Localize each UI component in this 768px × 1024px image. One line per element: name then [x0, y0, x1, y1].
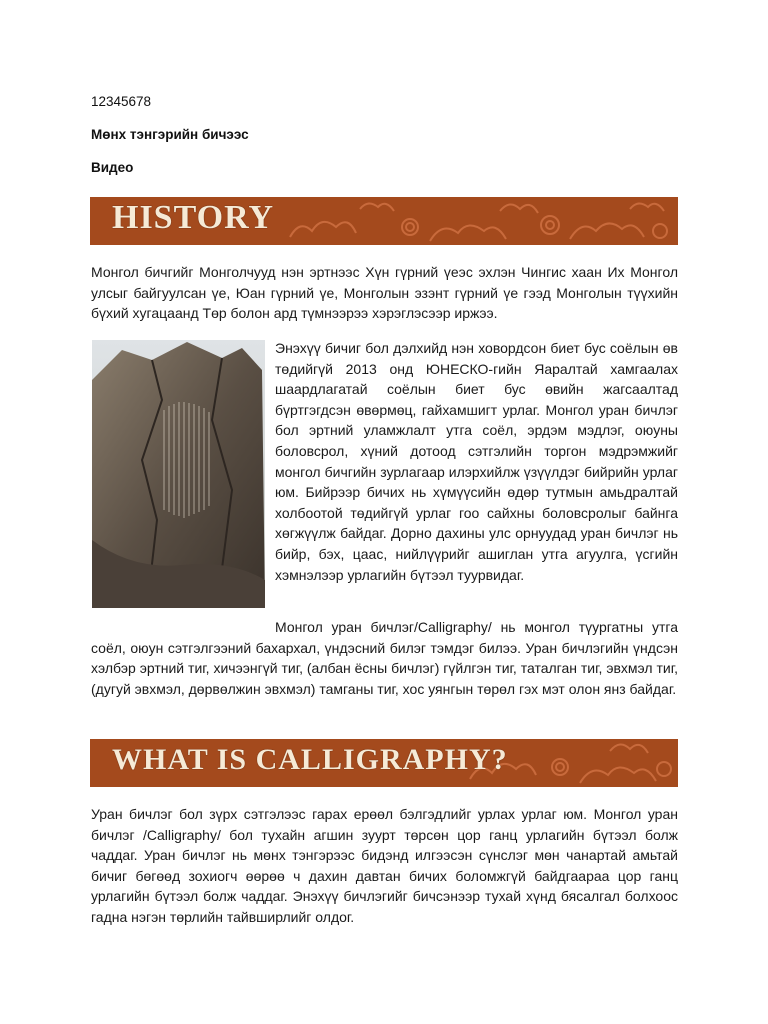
document-title: Мөнх тэнгэрийн бичээс — [91, 127, 249, 142]
page-number-text: 12345678 — [91, 94, 152, 109]
history-body-paragraph: Энэхүү бичиг бол дэлхийд нэн ховордсон биет бус соёлын өв төдийгүй 2013 онд ЮНЕСКО-гийн Яаралтай хамгаалах шаардлагатай соёлын биет бус өвийн жагсаалтад бүртгэгдсэн өвөрмөц, гайхамшигт урлаг. Монгол уран бичлэг бол эртний уламжлалт утга соёл, эрдэм мэдлэг, оюуны боловсрол, хүний дотоод сэтгэлийн торгон мэдрэмжийг монгол бичгийн зурлагаар илэрхийлж үзүүлдэг бийрийн урлаг юм. Бийрээр бичих нь хүмүүсийн өдөр тутмын амьдралтай холбоотой төдийгүй урлаг гоо сайхны боловсролыг байнга хөгжүүлж байдаг. Дорно дахины улс орнуудад уран бичлэг нь бийр, бэх, цаас, нийлүүрийг ашиглан утга агуулга, үсгийн хэмнэлээр урлагийн бүтээл туурвидаг. — [275, 340, 678, 583]
rock-inscription-image — [92, 340, 265, 608]
calligraphy-intro-paragraph — [91, 617, 678, 699]
history-banner-title: HISTORY — [112, 199, 275, 236]
history-intro-paragraph: Монгол бичгийг Монголчууд нэн эртнээс Хүн гүрний үеэс эхлэн Чингис хаан Их Монгол улсыг байгуулсан үе, Юан гүрний үе, Монголын эзэнт гүрний үе гээд Монголын түүхийн бүхий хугацаанд Төр болон ард түмнээрээ хэрэглэсээр иржээ. — [91, 264, 678, 322]
calligraphy-body-paragraph: Уран бичлэг бол зүрх сэтгэлээс гарах ерөөл бэлгэдлийг урлах урлаг юм. Монгол уран бичлэг /Calligraphy/ бол тухайн агшин зуурт төрсөн цор ганц урлагийн бүтээл болж чаддаг. Уран бичлэг нь мөнх тэнгэрээс бидэнд илгээсэн сүнслэг мөн чанартай амьтай бичиг бөгөөд зохиогч өөрөө ч дахин давтан бичих боломжгүй байдгаараа цор ганц урлагийн бүтээл болж чаддаг. Энэхүү бичлэгийг бичсэнээр тухай хүнд бясалгал болхоос гадна нэгэн төрлийн тайвширлийг олдог. — [91, 806, 678, 925]
calligraphy-paragraph-text: Монгол уран бичлэг/Calligraphy/ нь монгол түургатны утга соёл, оюун сэтгэлгээний бахархал, үндэсний билэг тэмдэг билээ. Уран бичлэгийн үндсэн хэлбэр эртний тиг, хичээнгүй тиг, (албан ёсны бичлэг) гүйлгэн тиг, таталган тиг, эвхмэл тиг, (дугуй эвхмэл, дөрвөлжин эвхмэл) тамганы тиг, хос уянгын төрөл гэх мэт олон янз байдаг. — [91, 619, 678, 697]
history-banner — [90, 197, 678, 245]
calligraphy-banner-title: WHAT IS CALLIGRAPHY? — [112, 743, 508, 776]
video-label: Видео — [91, 160, 134, 175]
calligraphy-banner — [90, 739, 678, 787]
